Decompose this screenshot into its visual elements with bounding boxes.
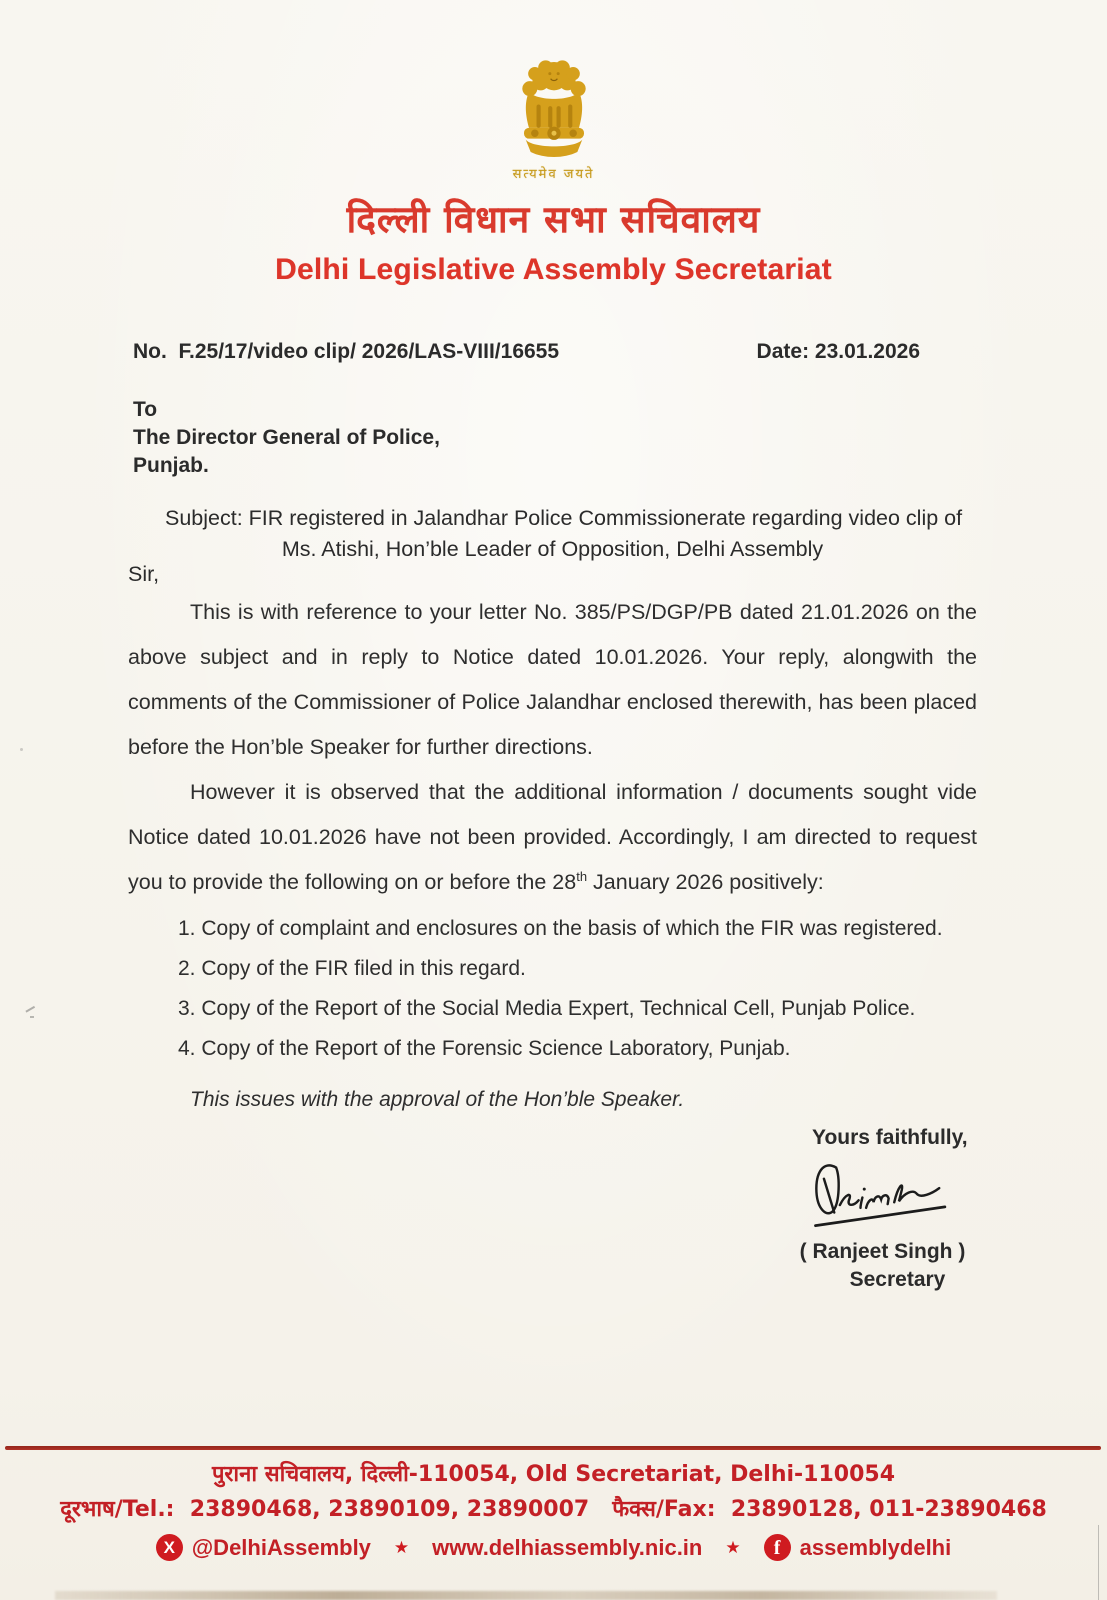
footer-contact: दूरभाष/Tel.: 23890468, 23890109, 23890007 फैक्स/Fax: 23890128, 011-23890468 — [60, 1497, 1047, 1522]
scan-edge-line — [1098, 1525, 1099, 1600]
scan-speck — [25, 1006, 36, 1015]
list-item: 3. Copy of the Report of the Social Media Expert, Technical Cell, Punjab Police. — [178, 997, 916, 1020]
subject-line1: Subject: FIR registered in Jalandhar Police Commissionerate regarding video clip of — [165, 506, 963, 530]
signature-image — [808, 1158, 958, 1238]
recipient-line2: Punjab. — [133, 454, 209, 477]
footer-social-row — [0, 1534, 1107, 1561]
reference-row — [133, 340, 975, 364]
recipient-line1: The Director General of Police, — [133, 426, 440, 449]
paragraph-2-tail: January 2026 positively: — [587, 870, 824, 894]
signatory-name: ( Ranjeet Singh ) — [799, 1240, 966, 1263]
ashoka-emblem-icon — [504, 48, 604, 166]
subject-block — [128, 503, 977, 565]
requested-documents-list — [178, 917, 977, 1060]
scan-speck — [20, 748, 23, 751]
x-handle[interactable]: @DelhiAssembly — [191, 1534, 371, 1560]
emblem-motto: सत्यमेव जयते — [512, 167, 595, 182]
reference-number: No. F.25/17/video clip/ 2026/LAS-VIII/16655 — [133, 340, 560, 363]
list-item: 1. Copy of complaint and enclosures on the basis of which the FIR was registered. — [178, 917, 943, 940]
star-separator-icon: ★ — [725, 1537, 741, 1557]
org-title-hindi: दिल्ली विधान सभा सचिवालय — [346, 198, 761, 241]
letterhead — [0, 48, 1107, 287]
list-item: 2. Copy of the FIR filed in this regard. — [178, 957, 526, 980]
paragraph-2-text: However it is observed that the additional information / documents sought vide Notice dated 10.01.2026 have not been provided. Accordingly, I am directed to request you to provide the following on or before the 28 — [128, 780, 977, 894]
salutation: Sir, — [128, 562, 160, 586]
signatory-designation: Secretary — [849, 1268, 946, 1291]
footer-address: पुराना सचिवालय, दिल्ली-110054, Old Secretariat, Delhi-110054 — [211, 1462, 896, 1487]
recipient-block — [133, 396, 440, 480]
footer — [0, 1458, 1107, 1561]
scan-speck — [30, 1016, 34, 1018]
paragraph-1: This is with reference to your letter No. 385/PS/DGP/PB dated 21.01.2026 on the above subject and in reply to Notice dated 10.01.2026. Your reply, alongwith the comments of the Commissioner of Police Jalandhar enclosed therewith, has been placed before the Hon’ble Speaker for further directions. — [128, 600, 977, 759]
letter-body — [128, 590, 977, 1122]
scan-bottom-shadow — [55, 1591, 997, 1600]
x-social-icon: X — [156, 1534, 183, 1561]
subject-line2: Ms. Atishi, Hon’ble Leader of Opposition, Delhi Assembly — [281, 537, 824, 561]
star-separator-icon: ★ — [393, 1537, 410, 1557]
valediction: Yours faithfully, — [812, 1126, 968, 1149]
footer-divider — [5, 1446, 1101, 1450]
recipient-to: To — [133, 398, 158, 421]
org-title-english: Delhi Legislative Assembly Secretariat — [275, 253, 832, 286]
ordinal-superscript: th — [576, 868, 588, 884]
facebook-handle[interactable]: assemblydelhi — [799, 1534, 952, 1560]
letter-date: Date: 23.01.2026 — [756, 340, 920, 363]
paragraph-2 — [128, 770, 977, 905]
list-item: 4. Copy of the Report of the Forensic Science Laboratory, Punjab. — [178, 1037, 791, 1060]
facebook-icon: f — [764, 1534, 791, 1561]
website-link[interactable]: www.delhiassembly.nic.in — [432, 1534, 703, 1560]
approval-line: This issues with the approval of the Hon’ble Speaker. — [190, 1088, 685, 1111]
signoff-block — [790, 1126, 975, 1292]
